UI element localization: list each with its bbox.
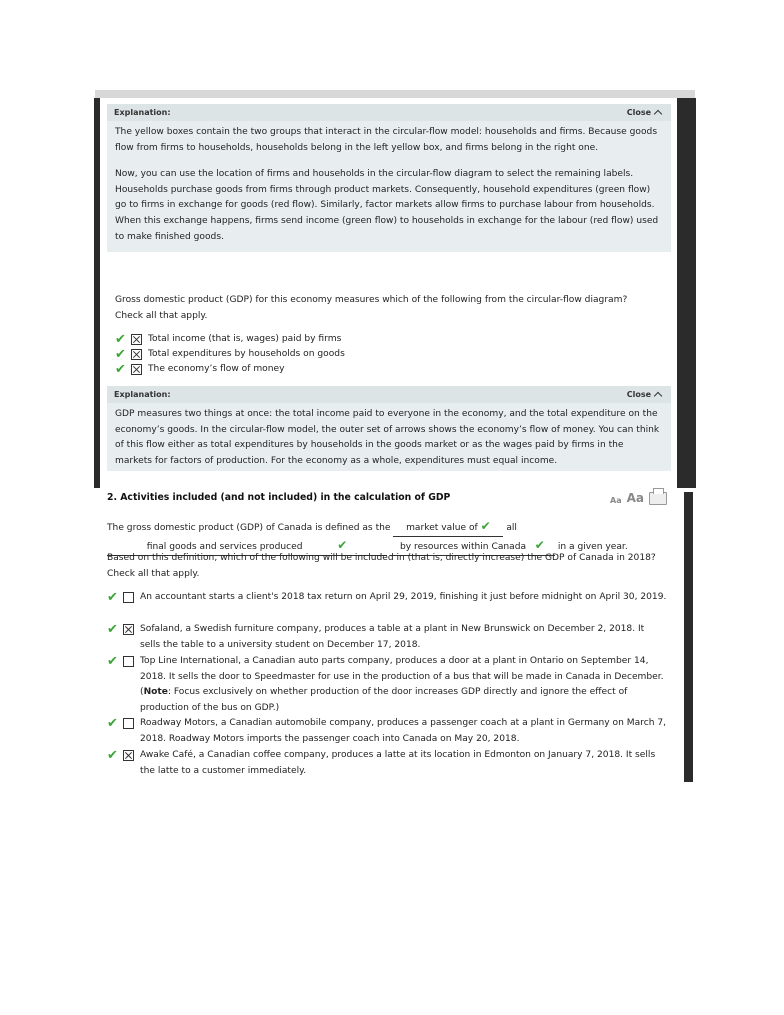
top-toolbar-strip	[95, 90, 695, 98]
answer-option[interactable]	[115, 362, 285, 378]
answer-option[interactable]	[107, 590, 667, 606]
checkbox[interactable]	[123, 624, 134, 635]
explanation-body	[107, 121, 671, 252]
answer-option[interactable]	[107, 748, 667, 779]
answer-option[interactable]	[107, 654, 667, 716]
question-text: Based on this definition, which of the following will be included in (that is, directly increase) the GDP of Canada in 2018? Check all that apply.	[107, 553, 656, 579]
option-label: Sofaland, a Swedish furniture company, produces a table at a plant in New Brunswick on December 2, 2018. It sells the table to a university student on December 17, 2018.	[140, 624, 645, 650]
checkmark-icon: ✔	[107, 654, 118, 669]
chevron-up-icon	[654, 110, 662, 118]
answer-option[interactable]	[115, 347, 345, 363]
option-label	[140, 654, 667, 716]
blank-value: market value of	[406, 523, 478, 533]
checkmark-icon: ✔	[115, 362, 126, 377]
font-larger-button[interactable]: Aa	[626, 491, 644, 505]
explanation-paragraph: Now, you can use the location of firms and households in the circular-flow diagram to select the remaining labels. Households purchase goods from firms through product markets. Consequently, household expenditures (green flow) go to firms in exchange for goods (red flow). Similarly, factor markets allow firms to purchase labour from households. When this exchange happens, firms send income (green flow) to households in exchange for the labour (red flow) used to make finished goods.	[115, 169, 659, 242]
checkmark-icon: ✔	[480, 519, 491, 533]
checkmark-icon: ✔	[107, 716, 118, 731]
checkbox[interactable]	[131, 334, 142, 345]
checkmark-icon: ✔	[115, 332, 126, 347]
checkmark-icon: ✔	[115, 347, 126, 362]
answer-option[interactable]	[107, 622, 667, 653]
explanation-header	[107, 386, 671, 403]
checkbox[interactable]	[123, 592, 134, 603]
blank-value: final goods and services produced	[146, 542, 303, 552]
option-label: Total expenditures by households on goods	[148, 349, 345, 359]
explanation-paragraph: The yellow boxes contain the two groups that interact in the circular-flow model: households and firms. Because goods flow from firms to households, households belong in the left yellow box, and firms belong in the right one.	[115, 127, 658, 153]
definition-mid: all	[506, 523, 517, 533]
chevron-up-icon	[654, 392, 662, 400]
printer-icon[interactable]	[649, 492, 667, 505]
checkmark-icon: ✔	[534, 538, 545, 552]
definition-prefix: The gross domestic product (GDP) of Canada is defined as the	[107, 523, 391, 533]
option-label: An accountant starts a client's 2018 tax return on April 29, 2019, finishing it just before midnight on April 30, 2019.	[140, 592, 667, 602]
explanation-title: Explanation:	[114, 108, 171, 117]
checkbox[interactable]	[123, 718, 134, 729]
answer-option[interactable]	[107, 716, 667, 747]
note-bold: Note	[143, 687, 168, 698]
font-size-controls	[610, 491, 667, 505]
checkbox[interactable]	[131, 364, 142, 375]
option-label-part: Top Line International, a Canadian auto parts company, produces a door at a plant in Ontario on September 14, 2018. It sells the door to Speedmaster for use in the production of a bus that will be made in Canada in December. (	[140, 656, 664, 698]
option-label: Awake Café, a Canadian coffee company, produces a latte at its location in Edmonton on January 7, 2018. It sells the latte to a customer immediately.	[140, 750, 656, 776]
explanation-title: Explanation:	[114, 390, 171, 399]
left-scroll-bar	[94, 98, 100, 488]
checkmark-icon: ✔	[107, 622, 118, 637]
checkmark-icon: ✔	[337, 538, 348, 552]
definition-suffix: in a given year.	[557, 542, 628, 552]
close-label: Close	[626, 108, 651, 117]
option-label: Roadway Motors, a Canadian automobile company, produces a passenger coach at a plant in Germany on March 7, 2018. Roadway Motors imports the passenger coach into Canada on May 20, 2018.	[140, 718, 667, 744]
blank-value: by resources within Canada	[399, 542, 527, 552]
checkbox[interactable]	[123, 750, 134, 761]
right-scroll-bar-lower[interactable]	[684, 492, 693, 782]
checkmark-icon: ✔	[107, 748, 118, 763]
explanation-header	[107, 104, 671, 121]
section-title: 2. Activities included (and not included) in the calculation of GDP	[107, 492, 451, 503]
question-text: Gross domestic product (GDP) for this economy measures which of the following from the circular-flow diagram? Check all that apply.	[115, 295, 628, 321]
option-label: The economy’s flow of money	[148, 364, 285, 374]
option-label: Total income (that is, wages) paid by firms	[148, 334, 342, 344]
option-label-part: : Focus exclusively on whether production of the door increases GDP directly and ignore the effect of production of the bus on GDP.)	[140, 687, 628, 713]
checkbox[interactable]	[131, 349, 142, 360]
blank-dropdown-1[interactable]	[393, 518, 503, 537]
close-label: Close	[626, 390, 651, 399]
right-scroll-bar[interactable]	[677, 98, 696, 488]
close-explanation-button[interactable]	[627, 108, 661, 117]
font-smaller-button[interactable]: Aa	[610, 496, 622, 505]
explanation-paragraph: GDP measures two things at once: the total income paid to everyone in the economy, and the total expenditure on the economy’s goods. In the circular-flow model, the outer set of arrows shows the economy’s flow of money. You can think of this flow either as total expenditures by households in the goods market or as the wages paid by firms in the markets for factors of production. For the economy as a whole, expenditures must equal income.	[115, 409, 660, 466]
checkbox[interactable]	[123, 656, 134, 667]
checkmark-icon: ✔	[107, 590, 118, 605]
close-explanation-button[interactable]	[627, 390, 661, 399]
answer-option[interactable]	[115, 332, 341, 348]
explanation-body	[107, 403, 671, 471]
